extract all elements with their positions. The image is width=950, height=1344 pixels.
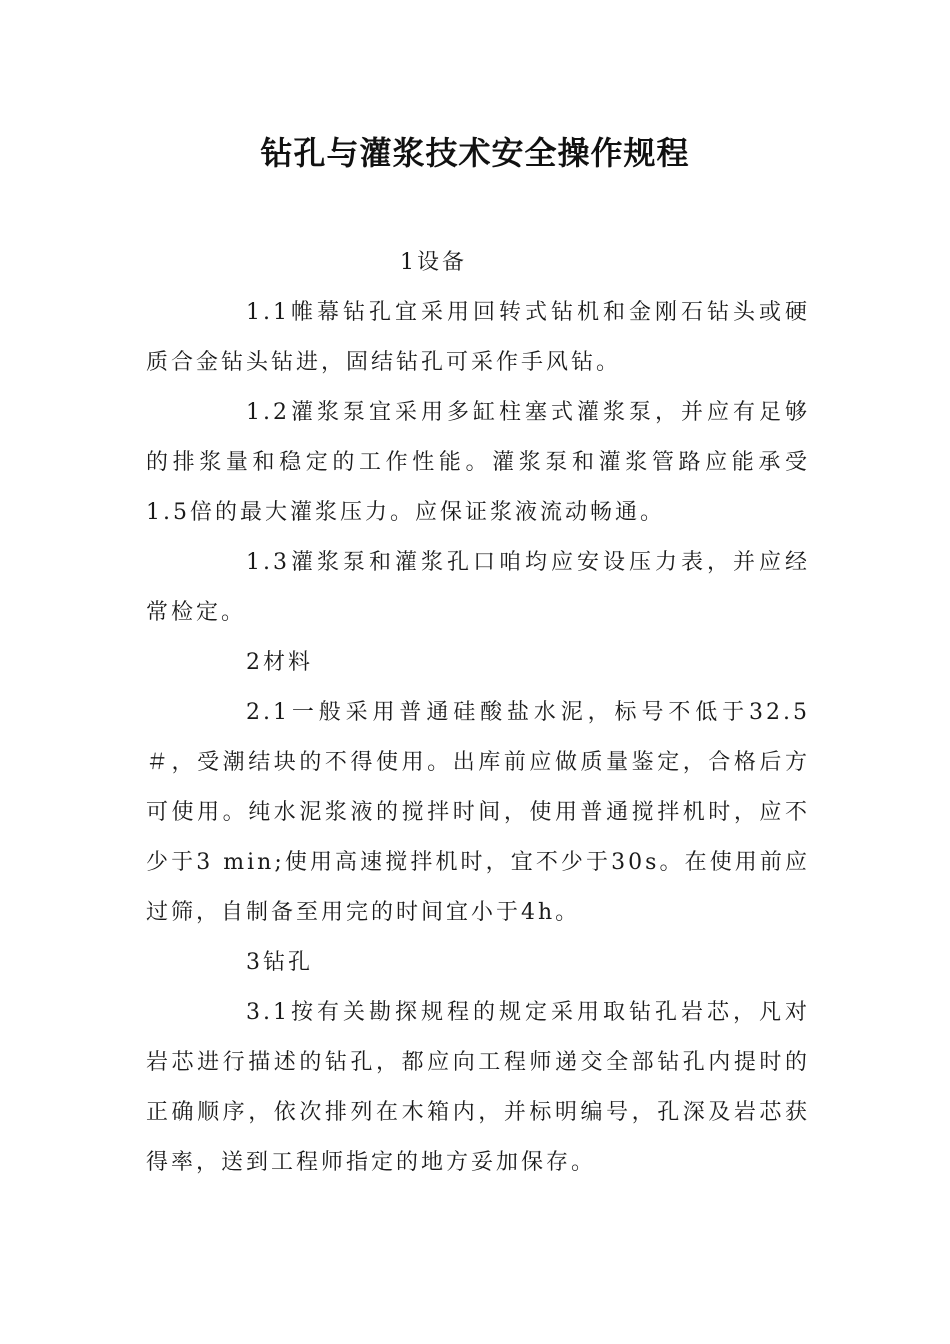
section-heading-drilling: 3钻孔: [246, 950, 313, 975]
paragraph-3-1: 3.1按有关勘探规程的规定采用取钻孔岩芯，凡对岩芯进行描述的钻孔，都应向工程师递交全部钻孔内提时的正确顺序，依次排列在木箱内，并标明编号，孔深及岩芯获得率，送到工程师指定的地方妥加保存。: [146, 1000, 810, 1175]
document-body: [146, 238, 810, 1188]
section-heading-equipment: 1设备: [400, 250, 467, 275]
paragraph-1-2: 1.2灌浆泵宜采用多缸柱塞式灌浆泵，并应有足够的排浆量和稳定的工作性能。灌浆泵和灌浆管路应能承受1.5倍的最大灌浆压力。应保证浆液流动畅通。: [146, 400, 810, 525]
paragraph-1-1: 1.1帷幕钻孔宜采用回转式钻机和金刚石钻头或硬质合金钻头钻进，固结钻孔可采作手风钻。: [146, 300, 810, 375]
paragraph-2-1: 2.1一般采用普通硅酸盐水泥，标号不低于32.5＃，受潮结块的不得使用。出库前应做质量鉴定，合格后方可使用。纯水泥浆液的搅拌时间，使用普通搅拌机时，应不少于3 min;使用高速搅拌机时，宜不少于30s。在使用前应过筛，自制备至用完的时间宜小于4h。: [146, 700, 810, 925]
paragraph-1-3: 1.3灌浆泵和灌浆孔口咱均应安设压力表，并应经常检定。: [146, 550, 810, 625]
heading-spacer: [146, 238, 810, 288]
section-heading-materials: 2材料: [246, 650, 313, 675]
document-title: 钻孔与灌浆技术安全操作规程: [260, 134, 690, 172]
